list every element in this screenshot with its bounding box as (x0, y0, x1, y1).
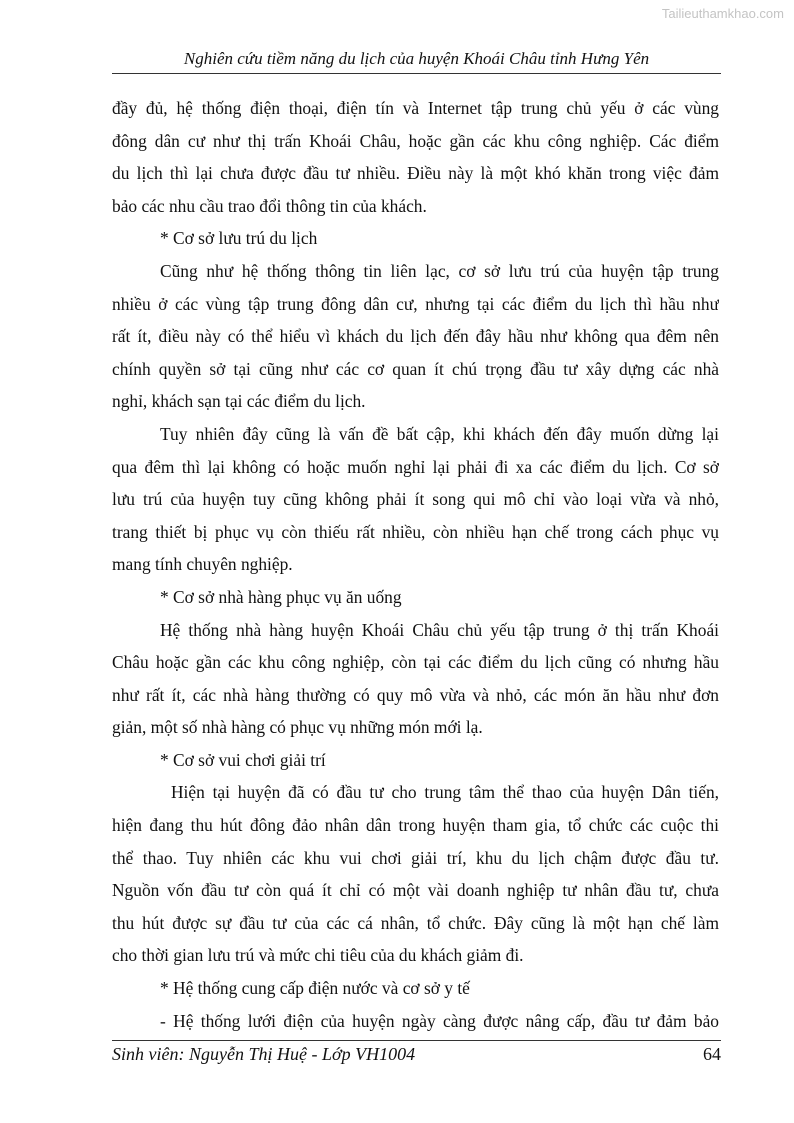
text-line: Hiện tại huyện đã có đầu tư cho trung tâm thể thao của huyện Dân tiến, (171, 782, 719, 803)
text-line: thu hút được sự đầu tư của các cá nhân, tổ chức. Đây cũng là một hạn chế làm (112, 912, 719, 933)
section-heading: * Cơ sở vui chơi giải trí (160, 749, 326, 770)
body-text (112, 92, 719, 1037)
text-line: Cũng như hệ thống thông tin liên lạc, cơ sở lưu trú của huyện tập trung (160, 260, 719, 281)
text-line: Châu hoặc gần các khu công nghiệp, còn tại các điểm du lịch cũng có nhưng hầu (112, 652, 719, 673)
text-line: hiện đang thu hút đông đảo nhân dân trong huyện tham gia, tổ chức các cuộc thi (112, 815, 719, 836)
text-line: lưu trú của huyện tuy cũng không phải ít song qui mô chỉ vào loại vừa và nhỏ, (112, 489, 719, 510)
section-heading: * Cơ sở nhà hàng phục vụ ăn uống (160, 586, 402, 607)
text-line: giản, một số nhà hàng có phục vụ những món mới lạ. (112, 717, 483, 738)
text-line: du lịch thì lại chưa được đầu tư nhiều. Điều này là một khó khăn trong việc đảm (112, 163, 719, 184)
text-line: đông dân cư như thị trấn Khoái Châu, hoặc gần các khu công nghiệp. Các điểm (112, 130, 719, 151)
text-line: bảo các nhu cầu trao đổi thông tin của khách. (112, 195, 427, 216)
text-line: như rất ít, các nhà hàng thường có quy mô vừa và nhỏ, các món ăn hầu như đơn (112, 684, 719, 705)
text-line: nhiều ở các vùng tập trung đông dân cư, nhưng tại các điểm du lịch thì hầu như (112, 293, 719, 314)
text-line: đầy đủ, hệ thống điện thoại, điện tín và Internet tập trung chủ yếu ở các vùng (112, 98, 719, 118)
text-line: mang tính chuyên nghiệp. (112, 554, 293, 575)
text-line: Nguồn vốn đầu tư còn quá ít chỉ có một vài doanh nghiệp tư nhân đầu tư, chưa (112, 880, 719, 901)
text-line: rất ít, điều này có thể hiểu vì khách du lịch đến đây hầu như không qua đêm nên (112, 326, 719, 347)
text-line: Hệ thống nhà hàng huyện Khoái Châu chủ yếu tập trung ở thị trấn Khoái (160, 619, 719, 640)
text-line: chính quyền sở tại cũng như các cơ quan ít chú trọng đầu tư xây dựng các nhà (112, 358, 719, 379)
text-line: thể thao. Tuy nhiên các khu vui chơi giải trí, khu du lịch chậm được đầu tư. (112, 847, 719, 868)
footer-divider (112, 1040, 721, 1041)
text-line: trang thiết bị phục vụ còn thiếu rất nhiều, còn nhiều hạn chế trong cách phục vụ (112, 521, 719, 542)
section-heading: * Cơ sở lưu trú du lịch (160, 228, 318, 249)
page-footer (112, 1044, 721, 1068)
text-line: qua đêm thì lại không có hoặc muốn nghỉ lại phải đi xa các điểm du lịch. Cơ sở (112, 456, 719, 477)
watermark: Tailieuthamkhao.com (661, 6, 784, 21)
page-header: Nghiên cứu tiềm năng du lịch của huyện Khoái Châu tỉnh Hưng Yên (112, 49, 721, 74)
text-line: nghỉ, khách sạn tại các điểm du lịch. (112, 391, 366, 412)
text-line: cho thời gian lưu trú và mức chi tiêu của du khách giảm đi. (112, 945, 524, 966)
text-line: Tuy nhiên đây cũng là vấn đề bất cập, khi khách đến đây muốn dừng lại (160, 423, 719, 444)
text-line: - Hệ thống lưới điện của huyện ngày càng được nâng cấp, đầu tư đảm bảo (160, 1010, 719, 1031)
section-heading: * Hệ thống cung cấp điện nước và cơ sở y tế (160, 978, 470, 999)
footer-author: Sinh viên: Nguyễn Thị Huệ - Lớp VH1004 (112, 1044, 416, 1064)
page-number: 64 (703, 1044, 721, 1064)
